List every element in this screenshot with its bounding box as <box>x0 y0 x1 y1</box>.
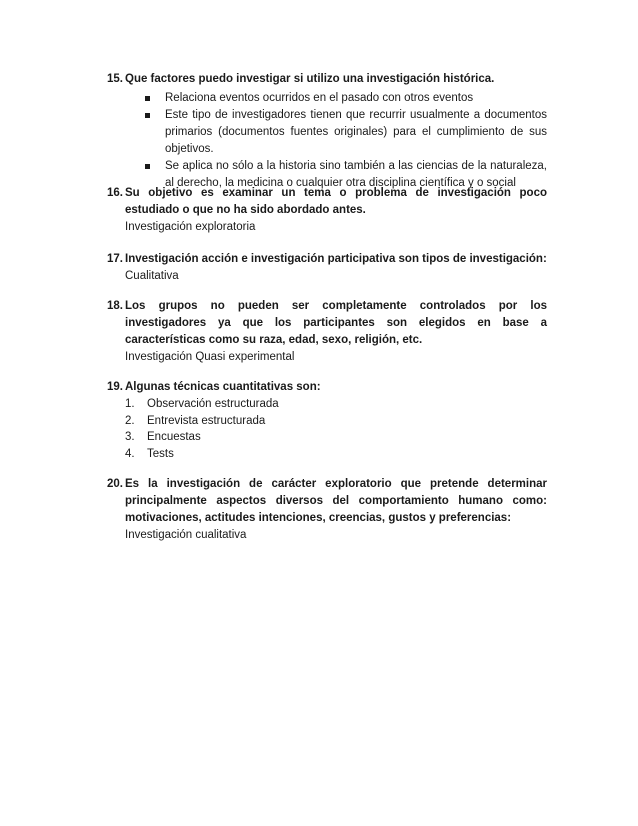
question-text: Es la investigación de carácter exploratorio que pretende determinar principalmente aspectos diversos del comportamiento humano como: motivaciones, actitudes intenciones, creencias, gustos y preferencias: <box>125 478 547 524</box>
question-number: 15. <box>107 73 123 85</box>
bullet-list <box>107 90 547 192</box>
question-text: Que factores puedo investigar si utilizo una investigación histórica. <box>125 73 495 85</box>
answer-text: Investigación Quasi experimental <box>125 351 295 363</box>
answer-text: Cualitativa <box>125 270 179 282</box>
question-number: 19. <box>107 381 123 393</box>
question-number: 16. <box>107 187 123 199</box>
question-text: Los grupos no pueden ser completamente controlados por los investigadores ya que los participantes son elegidos en base a características como su raza, edad, sexo, religión, etc. <box>125 300 547 346</box>
bullet-text: Relaciona eventos ocurridos en el pasado con otros eventos <box>165 92 474 104</box>
question-text: Investigación acción e investigación participativa son tipos de investigación: <box>125 253 547 265</box>
question-18 <box>107 298 547 366</box>
question-19 <box>107 379 547 462</box>
list-item-number: 4. <box>125 447 135 460</box>
square-bullet-icon <box>145 96 150 101</box>
list-item <box>125 446 547 463</box>
square-bullet-icon <box>145 113 150 118</box>
list-item-number: 3. <box>125 431 135 443</box>
list-item <box>125 413 547 430</box>
answer-text: Investigación cualitativa <box>125 529 247 541</box>
square-bullet-icon <box>145 164 150 169</box>
question-number: 17. <box>107 253 123 265</box>
list-item-label: Encuestas <box>147 431 201 443</box>
list-item-number: 1. <box>125 398 135 410</box>
question-17 <box>107 251 547 285</box>
bullet-item <box>165 90 547 107</box>
numbered-list <box>107 396 547 462</box>
list-item-label: Entrevista estructurada <box>147 414 266 427</box>
question-number: 18. <box>107 300 123 312</box>
list-item <box>125 396 547 413</box>
question-15 <box>107 71 547 192</box>
list-item-label: Observación estructurada <box>147 398 279 410</box>
bullet-text: Se aplica no sólo a la historia sino también a las ciencias de la naturaleza, al derecho, la medicina o cualquier otra disciplina científica y o social <box>165 160 547 189</box>
question-number: 20. <box>107 478 123 490</box>
question-16 <box>107 185 547 236</box>
list-item <box>125 429 547 446</box>
question-text: Su objetivo es examinar un tema o problema de investigación poco estudiado o que no ha sido abordado antes. <box>125 187 547 216</box>
bullet-text: Este tipo de investigadores tienen que recurrir usualmente a documentos primarios (documentos fuentes originales) para el cumplimiento de sus objetivos. <box>165 109 547 155</box>
bullet-item <box>165 107 547 158</box>
question-text: Algunas técnicas cuantitativas son: <box>125 381 321 393</box>
list-item-number: 2. <box>125 414 135 427</box>
question-20 <box>107 476 547 544</box>
list-item-label: Tests <box>147 447 174 460</box>
answer-text: Investigación exploratoria <box>125 221 256 233</box>
